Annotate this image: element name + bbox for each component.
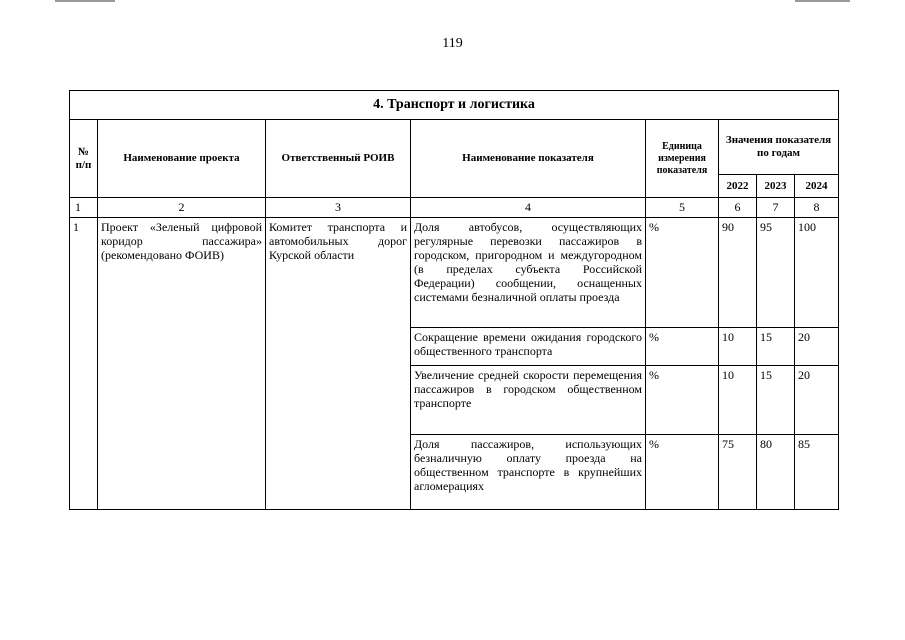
- scan-edge-left: [55, 0, 115, 2]
- indicator-value-2022: 10: [719, 328, 757, 366]
- indicator-value-2024: 85: [795, 435, 839, 510]
- header-year-2022: 2022: [719, 175, 757, 198]
- header-roiv: Ответственный РОИВ: [266, 120, 411, 198]
- column-number: 4: [411, 198, 646, 218]
- indicator-value-2022: 90: [719, 218, 757, 328]
- header-year-2023: 2023: [757, 175, 795, 198]
- header-row: [70, 120, 839, 175]
- indicator-value-2023: 15: [757, 328, 795, 366]
- section-title-row: [70, 91, 839, 120]
- indicator-unit: %: [646, 218, 719, 328]
- indicator-value-2024: 20: [795, 366, 839, 435]
- table-row: [70, 218, 839, 328]
- header-num: № п/п: [70, 120, 98, 198]
- indicator-value-2024: 20: [795, 328, 839, 366]
- scan-edge-right: [795, 0, 850, 2]
- indicator-value-2023: 95: [757, 218, 795, 328]
- project-name: Проект «Зеленый цифровой коридор пассажира» (рекомендовано ФОИВ): [98, 218, 266, 510]
- column-number: 6: [719, 198, 757, 218]
- project-num: 1: [70, 218, 98, 510]
- column-number: 5: [646, 198, 719, 218]
- indicator-unit: %: [646, 328, 719, 366]
- indicator-value-2024: 100: [795, 218, 839, 328]
- section-title: 4. Транспорт и логистика: [70, 91, 839, 120]
- indicator-value-2023: 15: [757, 366, 795, 435]
- indicator-name: Доля автобусов, осуществляющих регулярные перевозки пассажиров в городском, пригородном и междугородном (в пределах субъекта Российской Федерации) сообщении, оснащенных системами безналичной оплаты проезда: [411, 218, 646, 328]
- page-number: 119: [442, 36, 463, 51]
- header-unit: Единица измерения показателя: [646, 120, 719, 198]
- header-year-2024: 2024: [795, 175, 839, 198]
- header-indicator: Наименование показателя: [411, 120, 646, 198]
- column-number: 8: [795, 198, 839, 218]
- indicator-name: Сокращение времени ожидания городского общественного транспорта: [411, 328, 646, 366]
- project-roiv: Комитет транспорта и автомобильных дорог Курской области: [266, 218, 411, 510]
- indicator-unit: %: [646, 366, 719, 435]
- indicator-value-2023: 80: [757, 435, 795, 510]
- indicator-name: Доля пассажиров, использующих безналичную оплату проезда на общественном транспорте в крупнейших агломерациях: [411, 435, 646, 510]
- indicator-value-2022: 75: [719, 435, 757, 510]
- indicators-table: [69, 90, 839, 510]
- column-number: 7: [757, 198, 795, 218]
- header-project: Наименование проекта: [98, 120, 266, 198]
- column-number: 2: [98, 198, 266, 218]
- column-number: 3: [266, 198, 411, 218]
- column-number: 1: [70, 198, 98, 218]
- indicator-value-2022: 10: [719, 366, 757, 435]
- indicator-unit: %: [646, 435, 719, 510]
- indicator-name: Увеличение средней скорости перемещения пассажиров в городском общественном транспорте: [411, 366, 646, 435]
- header-values: Значения показателя по годам: [719, 120, 839, 175]
- column-number-row: [70, 198, 839, 218]
